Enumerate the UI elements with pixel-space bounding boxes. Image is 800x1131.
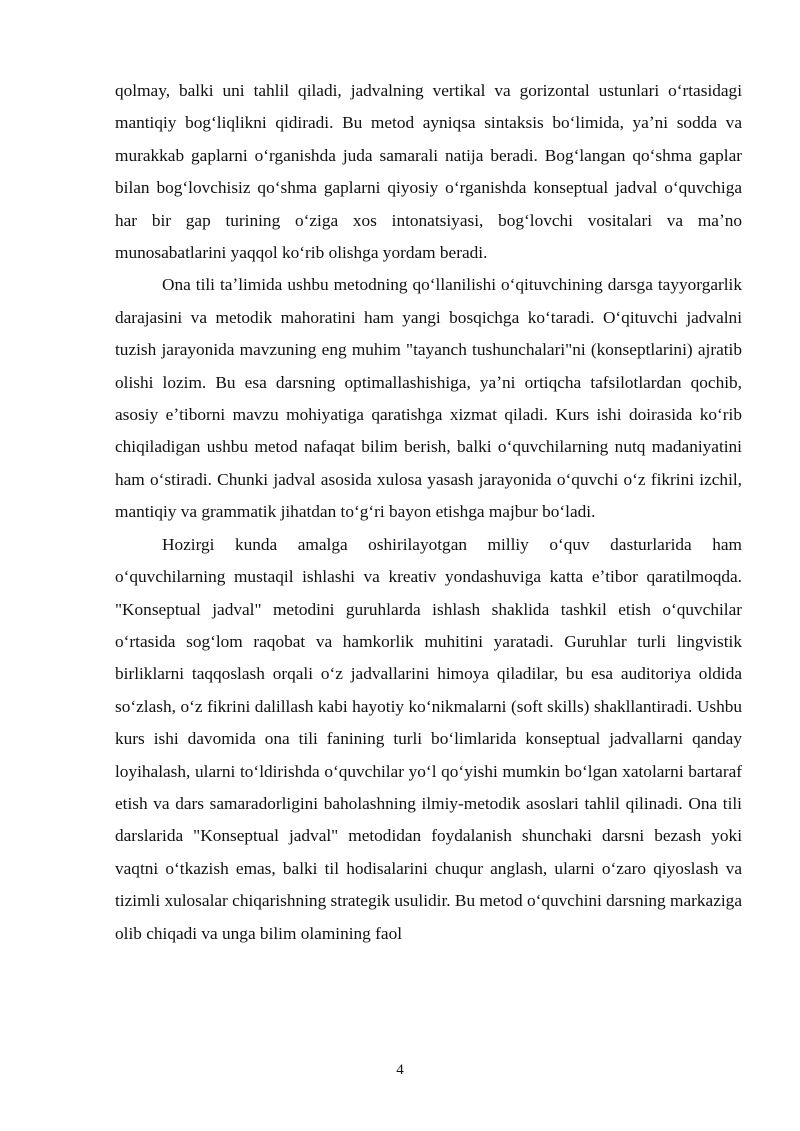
page-number: 4 [396, 1062, 404, 1078]
paragraph-teaching-method: Ona tili taʼlimida ushbu metodning qoʻllanilishi oʻqituvchining darsga tayyorgarlik darajasini va metodik mahoratini ham yangi bosqichga koʻtaradi. Oʻqituvchi jadvalni tuzish jarayonida mavzuning eng muhim "tayanch tushunchalari"ni (konseptlarini) ajratib olishi lozim. Bu esa darsning optimallashishiga, yaʼni ortiqcha tafsilotlardan qochib, asosiy eʼtiborni mavzu mohiyatiga qaratishga xizmat qiladi. Kurs ishi doirasida koʻrib chiqiladigan ushbu metod nafaqat bilim berish, balki oʻquvchilarning nutq madaniyatini ham oʻstiradi. Chunki jadval asosida xulosa yasash jarayonida oʻquvchi oʻz fikrini izchil, mantiqiy va grammatik jihatdan toʻgʻri bayon etishga majbur boʻladi. [115, 275, 742, 522]
document-page [115, 75, 742, 950]
paragraph-continuation: qolmay, balki uni tahlil qiladi, jadvalning vertikal va gorizontal ustunlari oʻrtasidagi mantiqiy bogʻliqlikni qidiradi. Bu metod ayniqsa sintaksis boʻlimida, yaʼni sodda va murakkab gaplarni oʻrganishda juda samarali natija beradi. Bogʻlangan qoʻshma gaplar bilan bogʻlovchisiz qoʻshma gaplarni qiyosiy oʻrganishda konseptual jadval oʻquvchiga har bir gap turining oʻziga xos intonatsiyasi, bogʻlovchi vositalari va maʼno munosabatlarini yaqqol koʻrib olishga yordam beradi. [115, 81, 742, 263]
paragraph-curriculum: Hozirgi kunda amalga oshirilayotgan milliy oʻquv dasturlarida ham oʻquvchilarning mustaqil ishlashi va kreativ yondashuviga katta eʼtibor qaratilmoqda. "Konseptual jadval" metodini guruhlarda ishlash shaklida tashkil etish oʻquvchilar oʻrtasida sogʻlom raqobat va hamkorlik muhitini yaratadi. Guruhlar turli lingvistik birliklarni taqqoslash orqali oʻz jadvallarini himoya qiladilar, bu esa auditoriya oldida soʻzlash, oʻz fikrini dalillash kabi hayotiy koʻnikmalarni (soft skills) shakllantiradi. Ushbu kurs ishi davomida ona tili fanining turli boʻlimlarida konseptual jadvallarni qanday loyihalash, ularni toʻldirishda oʻquvchilar yoʻl qoʻyishi mumkin boʻlgan xatolarni bartaraf etish va dars samaradorligini baholashning ilmiy-metodik asoslari tahlil qilinadi. Ona tili darslarida "Konseptual jadval" metodidan foydalanish shunchaki darsni bezash yoki vaqtni oʻtkazish emas, balki til hodisalarini chuqur anglash, ularni oʻzaro qiyoslash va tizimli xulosalar chiqarishning strategik usulidir. Bu metod oʻquvchini darsning markaziga olib chiqadi va unga bilim olamining faol [115, 534, 742, 943]
